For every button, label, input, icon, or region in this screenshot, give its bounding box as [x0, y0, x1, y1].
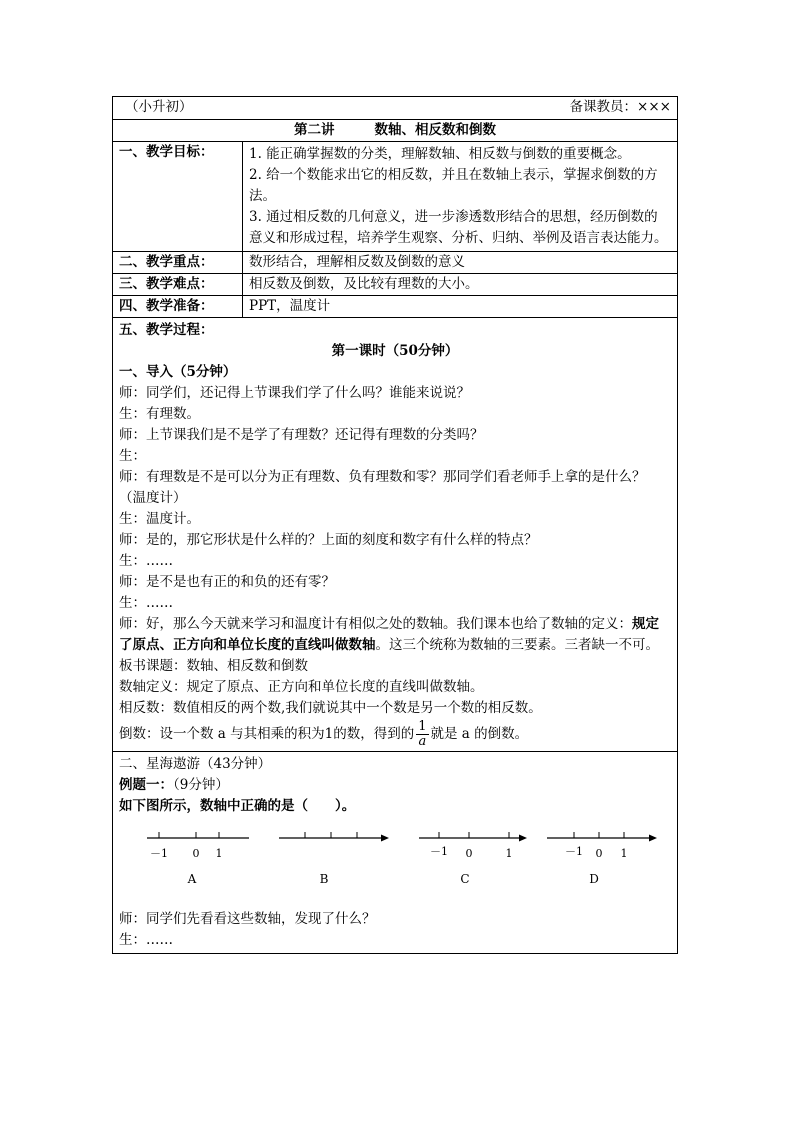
- objectives-row: [113, 142, 678, 252]
- tick-label: 1: [215, 847, 223, 860]
- key-points-row: [113, 252, 678, 274]
- header-teacher: 备课教员：×××: [569, 99, 671, 115]
- dialogue-line: 生：有理数。: [119, 406, 200, 422]
- option-letter-d: D: [589, 872, 599, 886]
- tick-label: 1: [505, 847, 513, 860]
- dialogue-line: 生：……: [119, 595, 173, 611]
- option-letter-b: B: [319, 872, 329, 886]
- process-label: 五、教学过程：: [119, 322, 214, 338]
- fraction-denominator: a: [418, 734, 427, 749]
- reciprocal-pre: 倒数：设一个数 a 与其相乘的积为1的数，得到的: [119, 726, 415, 742]
- tick-label: －1: [565, 845, 583, 858]
- tick-label: 0: [465, 847, 473, 860]
- example-time: （9分钟）: [173, 777, 229, 793]
- difficulties-label: 三、教学难点：: [113, 274, 243, 296]
- option-letter-a: A: [187, 872, 197, 886]
- title-row: [113, 120, 678, 142]
- section2-title: 二、星海遨游（43分钟）: [119, 756, 272, 772]
- objective-item: 1. 能正确掌握数的分类，理解数轴、相反数与倒数的重要概念。: [249, 146, 631, 162]
- def-bold: 规定了原点、正方向和单位长度的直线叫做数轴: [119, 616, 659, 653]
- lecture-topic: 数轴、相反数和倒数: [374, 122, 496, 138]
- dialogue-line: 师：同学们，还记得上节课我们学了什么吗？谁能来说说？: [119, 385, 470, 401]
- intro-title: 一、导入（5分钟）: [119, 364, 237, 380]
- preparation-row: [113, 296, 678, 318]
- lesson-plan-sheet: [112, 96, 677, 954]
- dialogue-line: 生：……: [119, 932, 173, 948]
- example-heading: [119, 775, 671, 796]
- number-line-a: [147, 832, 249, 838]
- tick-label: 1: [620, 847, 628, 860]
- lecture-number: 第二讲: [294, 122, 335, 138]
- tick-label: 0: [595, 847, 603, 860]
- dialogue-line: 生：温度计。: [119, 511, 200, 527]
- dialogue-line: 师：是的，那它形状是什么样的？上面的刻度和数字有什么样的特点？: [119, 532, 538, 548]
- session-title: 第一课时（50分钟）: [331, 343, 459, 359]
- tick-label: 0: [192, 847, 200, 860]
- example-label: 例题一：: [119, 777, 173, 793]
- header-grade: （小升初）: [125, 99, 193, 115]
- fraction-one-over-a: [416, 720, 428, 749]
- fraction-numerator: 1: [418, 719, 427, 734]
- key-points-label: 二、教学重点：: [113, 252, 243, 274]
- number-line-b: [279, 832, 389, 842]
- dialogue-line: 师：是不是也有正的和负的还有零？: [119, 574, 335, 590]
- def-pre: 师：好，那么今天就来学习和温度计有相似之处的数轴。我们课本也给了数轴的定义：: [119, 616, 632, 632]
- option-letter-c: C: [460, 872, 470, 886]
- difficulties-text: 相反数及倒数，及比较有理数的大小。: [243, 274, 678, 296]
- process-row: [113, 318, 678, 752]
- objectives-label: 一、教学目标：: [113, 142, 243, 252]
- opposite-definition: 相反数：数值相反的两个数,我们就说其中一个数是另一个数的相反数。: [119, 700, 542, 716]
- reciprocal-post: 就是 a 的倒数。: [430, 726, 529, 742]
- number-line-options: [119, 821, 671, 909]
- preparation-label: 四、教学准备：: [113, 296, 243, 318]
- reciprocal-definition: [119, 719, 671, 749]
- objectives-content: [243, 142, 678, 252]
- dialogue-line: 师：上节课我们是不是学了有理数？还记得有理数的分类吗？: [119, 427, 484, 443]
- key-points-text: 数形结合，理解相反数及倒数的意义: [243, 252, 678, 274]
- objective-item: 3. 通过相反数的几何意义，进一步渗透数形结合的思想，经历倒数的意义和形成过程，培养学生观察、分析、归纳、举例及语言表达能力。: [249, 209, 668, 246]
- lesson-plan-table: [112, 96, 678, 954]
- preparation-text: PPT，温度计: [243, 296, 678, 318]
- board-title: 板书课题：数轴、相反数和倒数: [119, 658, 308, 674]
- number-lines-svg: [119, 821, 664, 891]
- axis-definition: 数轴定义：规定了原点、正方向和单位长度的直线叫做数轴。: [119, 679, 484, 695]
- number-line-c: [419, 832, 527, 842]
- example-question: 如下图所示，数轴中正确的是（ ）。: [119, 798, 356, 814]
- dialogue-line: 师：有理数是不是可以分为正有理数、负有理数和零？那同学们看老师手上拿的是什么？（温度计）: [119, 469, 646, 506]
- header-row: [113, 97, 678, 120]
- objective-item: 2. 给一个数能求出它的相反数，并且在数轴上表示，掌握求倒数的方法。: [249, 167, 658, 204]
- difficulties-row: [113, 274, 678, 296]
- dialogue-line: 师：同学们先看看这些数轴，发现了什么？: [119, 911, 376, 927]
- def-post: 。这三个统称为数轴的三要素。三者缺一不可。: [375, 637, 659, 653]
- tick-label: －1: [150, 847, 168, 860]
- tick-label: －1: [430, 845, 448, 858]
- axis-definition-paragraph: [119, 614, 671, 656]
- dialogue-line: 生：: [119, 448, 146, 464]
- section2-row: [113, 752, 678, 954]
- number-line-d: [547, 832, 657, 842]
- dialogue-line: 生：……: [119, 553, 173, 569]
